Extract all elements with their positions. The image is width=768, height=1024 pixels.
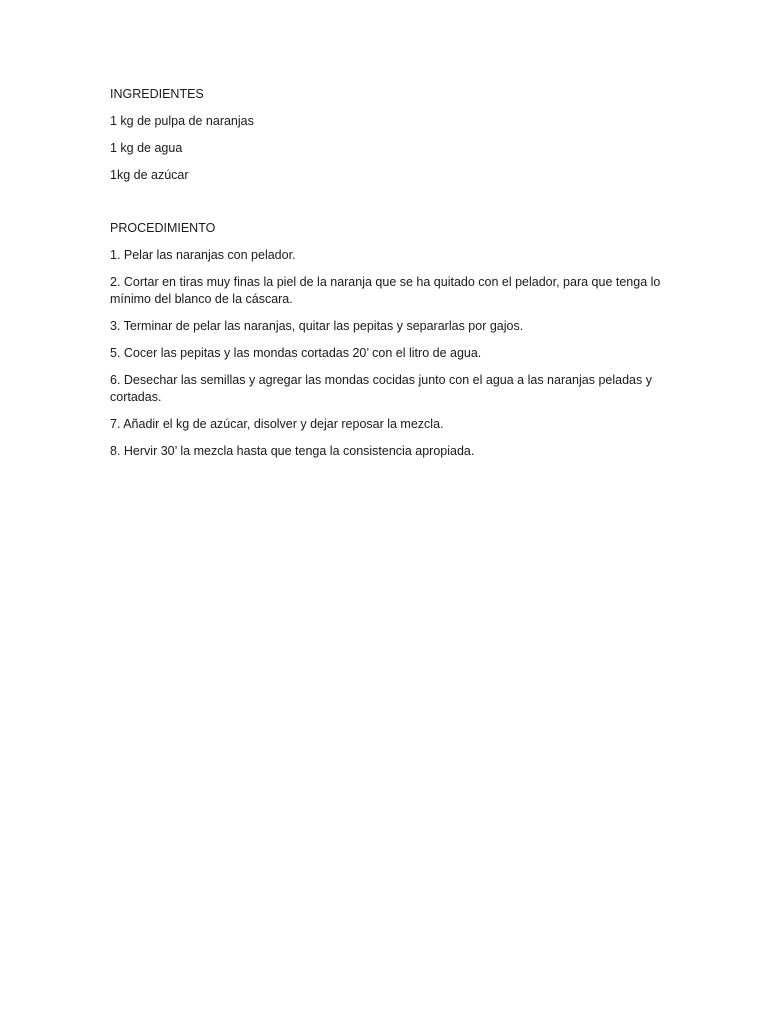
ingredients-list — [110, 113, 662, 184]
procedure-step: 7. Añadir el kg de azúcar, disolver y dejar reposar la mezcla. — [110, 417, 444, 431]
procedure-step: 3. Terminar de pelar las naranjas, quitar las pepitas y separarlas por gajos. — [110, 319, 524, 333]
document-body — [110, 86, 662, 470]
procedure-step: 2. Cortar en tiras muy finas la piel de la naranja que se ha quitado con el pelador, para que tenga lo mínimo del blanco de la cáscara. — [110, 275, 661, 306]
procedure-step: 6. Desechar las semillas y agregar las mondas cocidas junto con el agua a las naranjas peladas y cortadas. — [110, 373, 652, 404]
ingredient-item: 1kg de azúcar — [110, 168, 189, 182]
procedure-step: 1. Pelar las naranjas con pelador. — [110, 248, 296, 262]
procedure-step: 5. Cocer las pepitas y las mondas cortadas 20’ con el litro de agua. — [110, 346, 482, 360]
ingredients-heading: INGREDIENTES — [110, 87, 204, 101]
procedure-list — [110, 247, 662, 460]
procedure-heading: PROCEDIMIENTO — [110, 221, 216, 235]
section-spacer — [110, 194, 662, 220]
ingredient-item: 1 kg de agua — [110, 141, 183, 155]
ingredient-item: 1 kg de pulpa de naranjas — [110, 114, 254, 128]
procedure-step: 8. Hervir 30’ la mezcla hasta que tenga la consistencia apropiada. — [110, 444, 475, 458]
